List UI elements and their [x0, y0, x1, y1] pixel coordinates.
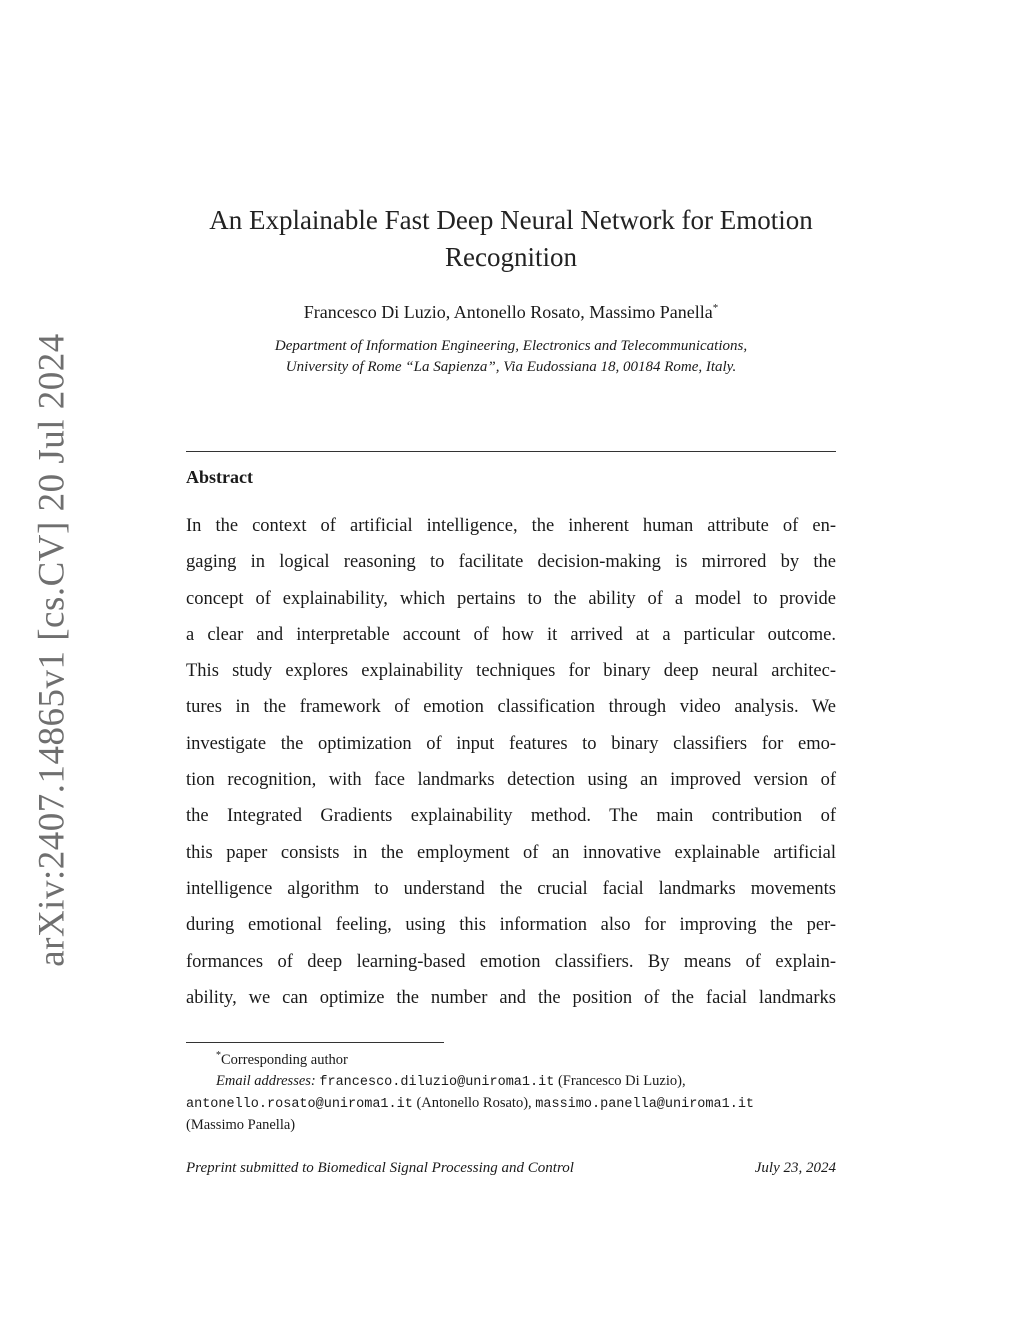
- abstract-top-rule: [186, 451, 836, 452]
- email-label: Email addresses:: [216, 1072, 316, 1089]
- abstract-line: investigate the optimization of input features to binary classifiers for emo-: [186, 733, 836, 754]
- email-link-1[interactable]: francesco.diluzio@uniroma1.it: [319, 1074, 555, 1090]
- abstract-line: intelligence algorithm to understand the crucial facial landmarks movements: [186, 878, 836, 899]
- affiliation-line-2: University of Rome “La Sapienza”, Via Eudossiana 18, 00184 Rome, Italy.: [285, 359, 737, 375]
- footnote-rule: [186, 1042, 444, 1043]
- author-list: [186, 302, 836, 323]
- preprint-date: July 23, 2024: [754, 1160, 836, 1176]
- abstract-line: this paper consists in the employment of an innovative explainable artificial: [186, 842, 836, 863]
- abstract-line: ability, we can optimize the number and the position of the facial landmarks: [186, 987, 836, 1008]
- email-link-2[interactable]: antonello.rosato@uniroma1.it: [186, 1096, 413, 1112]
- abstract-line: during emotional feeling, using this information also for improving the per-: [186, 915, 836, 936]
- preprint-note: Preprint submitted to Biomedical Signal Processing and Control: [186, 1160, 574, 1176]
- abstract-line: tion recognition, with face landmarks detection using an improved version of: [186, 770, 836, 791]
- abstract-line: a clear and interpretable account of how it arrived at a particular outcome.: [186, 624, 836, 645]
- paper-title: [186, 202, 836, 276]
- email-owner-2: (Antonello Rosato),: [416, 1094, 532, 1111]
- footnote-mark: *: [216, 1050, 221, 1061]
- email-owner-3: (Massimo Panella): [186, 1116, 296, 1133]
- abstract-line: formances of deep learning-based emotion classifiers. By means of explain-: [186, 951, 836, 972]
- footnote-corresponding: [186, 1045, 836, 1071]
- title-line-2: Recognition: [445, 242, 577, 272]
- email-link-3[interactable]: massimo.panella@uniroma1.it: [535, 1096, 755, 1112]
- footnote-corresponding-text: Corresponding author: [221, 1051, 348, 1068]
- abstract-line: the Integrated Gradients explainability method. The main contribution of: [186, 806, 836, 827]
- email-owner-1: (Francesco Di Luzio),: [557, 1072, 686, 1089]
- abstract-line: gaging in logical reasoning to facilitate decision-making is mirrored by the: [186, 552, 836, 573]
- abstract-line: tures in the framework of emotion classification through video analysis. We: [186, 697, 836, 718]
- footnote-emails: [186, 1071, 836, 1136]
- abstract-body: [186, 508, 836, 1016]
- arxiv-identifier-stamp: arXiv:2407.14865v1 [cs.CV] 20 Jul 2024: [31, 333, 73, 967]
- author-names: Francesco Di Luzio, Antonello Rosato, Massimo Panella: [303, 302, 713, 322]
- affiliation: [186, 336, 836, 378]
- footnote: [186, 1045, 836, 1136]
- corresponding-author-mark: *: [712, 302, 719, 314]
- abstract-line: This study explores explainability techniques for binary deep neural architec-: [186, 661, 836, 682]
- affiliation-line-1: Department of Information Engineering, Electronics and Telecommunications,: [274, 338, 748, 354]
- title-line-1: An Explainable Fast Deep Neural Network for Emotion: [209, 205, 813, 235]
- abstract-heading: Abstract: [186, 467, 253, 487]
- abstract-line: concept of explainability, which pertains to the ability of a model to provide: [186, 588, 836, 609]
- abstract-line: In the context of artificial intelligence, the inherent human attribute of en-: [186, 516, 836, 536]
